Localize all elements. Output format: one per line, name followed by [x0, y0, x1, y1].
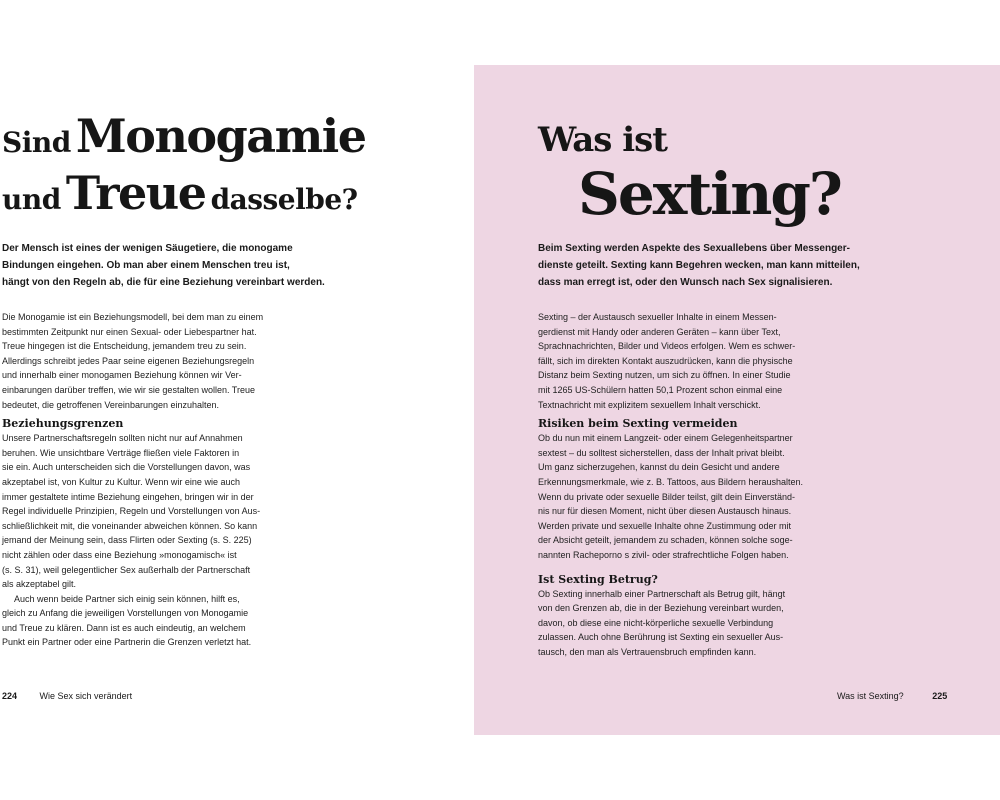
right-lead-paragraph	[538, 240, 860, 291]
body-line: Erkennungsmerkmale, wie z. B. Tattoos, aus Bildern heraushalten.	[538, 476, 803, 487]
left-title-word: dasselbe?	[210, 183, 358, 216]
body-line: Regel individuelle Prinzipien, Regeln und Vorstellungen von Aus-	[2, 506, 261, 517]
section-heading: Ist Sexting Betrug?	[538, 572, 658, 586]
body-line: mit 1265 US-Schülern hatten 50,1 Prozent schon einmal eine	[538, 384, 783, 395]
body-line: sie ein. Auch unterscheiden sich die Vorstellungen davon, was	[2, 462, 251, 473]
right-page	[474, 65, 1000, 735]
body-line: Punkt ein Partner oder eine Partnerin die Grenzen verletzt hat.	[2, 637, 252, 648]
body-line: Unsere Partnerschaftsregeln sollten nicht nur auf Annahmen	[2, 433, 243, 444]
lead-line: dienste geteilt. Sexting kann Begehren wecken, man kann mitteilen,	[538, 260, 860, 271]
left-title-line-2	[2, 166, 358, 220]
left-body-text	[2, 310, 263, 650]
body-line: Werden private und sexuelle Inhalte ohne Zustimmung oder mit	[538, 520, 791, 531]
body-line: und Treue zu klären. Dann ist es auch eindeutig, an welchem	[2, 622, 246, 633]
body-line: sextest – du solltest sicherstellen, dass der Inhalt privat bleibt.	[538, 447, 785, 458]
left-title-line-1	[2, 109, 366, 163]
body-line: Wenn du private oder sexuelle Bilder teilst, gilt dein Einverständ-	[538, 491, 795, 502]
left-title-word: und	[2, 183, 61, 216]
body-line: und innerhalb einer monogamen Beziehung können wir Ver-	[2, 370, 242, 381]
lead-line: Der Mensch ist eines der wenigen Säugetiere, die monogame	[2, 243, 293, 254]
body-line: Um ganz sicherzugehen, kannst du dein Gesicht und andere	[538, 462, 780, 473]
body-line: Textnachricht mit explizitem sexuellem Inhalt verschickt.	[538, 399, 761, 410]
body-line: Ob du nun mit einem Langzeit- oder einem Gelegenheitspartner	[538, 433, 793, 444]
body-line: Die Monogamie ist ein Beziehungsmodell, bei dem man zu einem	[2, 312, 264, 322]
page-number: 225	[932, 691, 948, 701]
body-line: akzeptabel ist, von Kultur zu Kultur. Wenn wir eine wie auch	[2, 476, 240, 487]
body-line: zulassen. Auch ohne Berührung ist Sexting ein sexueller Aus-	[538, 632, 784, 643]
lead-line: dass man erregt ist, oder den Wunsch nach Sex signalisieren.	[538, 277, 833, 288]
body-line: Distanz beim Sexting nutzen, um sich zu öffnen. In einer Studie	[538, 370, 791, 381]
body-line: nicht zählen oder dass eine Beziehung »monogamisch« ist	[2, 549, 237, 560]
section-heading: Beziehungsgrenzen	[2, 417, 124, 431]
left-page	[0, 0, 474, 800]
body-line: gerdienst mit Handy oder anderen Geräten – kann über Text,	[538, 326, 781, 337]
body-line: Ob Sexting innerhalb einer Partnerschaft als Betrug gilt, hängt	[538, 588, 786, 599]
body-line: bestimmten Zeitpunkt nur einen Sexual- oder Liebespartner hat.	[2, 326, 257, 337]
body-line: jemand der Meinung sein, dass Flirten oder Sexting (s. S. 225)	[2, 535, 252, 546]
body-line: immer gestaltete intime Beziehung eingehen, bringen wir in der	[2, 491, 254, 502]
body-line: davon, ob diese eine nicht-körperliche sexuelle Verbindung	[538, 617, 774, 628]
running-title: Wie Sex sich verändert	[39, 691, 133, 701]
running-title: Was ist Sexting?	[837, 691, 904, 701]
lead-line: hängt von den Regeln ab, die für eine Beziehung vereinbart werden.	[2, 277, 325, 288]
lead-line: Beim Sexting werden Aspekte des Sexuallebens über Messenger-	[538, 243, 850, 254]
right-title-line-1: Was ist	[538, 120, 667, 160]
page-number: 224	[2, 691, 18, 701]
right-title-line-2: Sexting?	[578, 160, 841, 228]
body-line: von den Grenzen ab, die in der Beziehung vereinbart wurden,	[538, 603, 784, 614]
left-footer	[2, 691, 132, 701]
lead-line: Bindungen eingehen. Ob man aber einem Menschen treu ist,	[2, 260, 290, 271]
body-line: bedeutet, die getroffenen Vereinbarungen einzuhalten.	[2, 399, 220, 410]
body-line: Allerdings schreibt jedes Paar seine eigenen Beziehungsregeln	[2, 355, 255, 366]
right-footer	[837, 691, 947, 701]
body-line: fällt, sich im direkten Kontakt auszudrücken, kann die physische	[538, 355, 793, 366]
body-line: Auch wenn beide Partner sich einig sein können, hilft es,	[14, 593, 240, 604]
body-line: nannten Racheporno s zivil- oder strafrechtliche Folgen haben.	[538, 549, 789, 560]
section-heading: Risiken beim Sexting vermeiden	[538, 417, 738, 431]
body-line: Sexting – der Austausch sexueller Inhalte in einem Messen-	[538, 312, 777, 322]
body-line: schließlichkeit mit, die voneinander abweichen können. So kann	[2, 520, 258, 531]
body-line: der Absicht geteilt, jemandem zu schaden, können solche soge-	[538, 535, 793, 546]
body-line: einbarungen darüber treffen, wie wir sie gestalten wollen. Treue	[2, 384, 255, 395]
body-line: gleich zu Anfang die jeweiligen Vorstellungen von Monogamie	[2, 608, 249, 619]
body-line: (s. S. 31), weil gelegentlicher Sex außerhalb der Partnerschaft	[2, 564, 251, 575]
body-line: Sprachnachrichten, Bilder und Videos erfolgen. Wem es schwer-	[538, 341, 796, 352]
body-line: als akzeptabel gilt.	[2, 579, 77, 590]
left-lead-paragraph	[2, 240, 325, 291]
left-title-word: Sind	[2, 126, 71, 159]
body-line: nis nur für diesen Moment, nicht über diesen Austausch hinaus.	[538, 506, 792, 517]
body-line: beruhen. Wie unsichtbare Verträge fließen viele Faktoren in	[2, 447, 240, 458]
right-body-text	[538, 310, 803, 659]
body-line: tausch, den man als Vertrauensbruch empfinden kann.	[538, 646, 757, 657]
left-title-word-emphasis: Treue	[65, 166, 206, 220]
body-line: Treue hingegen ist die Entscheidung, jemandem treu zu sein.	[2, 341, 247, 352]
left-title-word-emphasis: Monogamie	[75, 109, 366, 163]
